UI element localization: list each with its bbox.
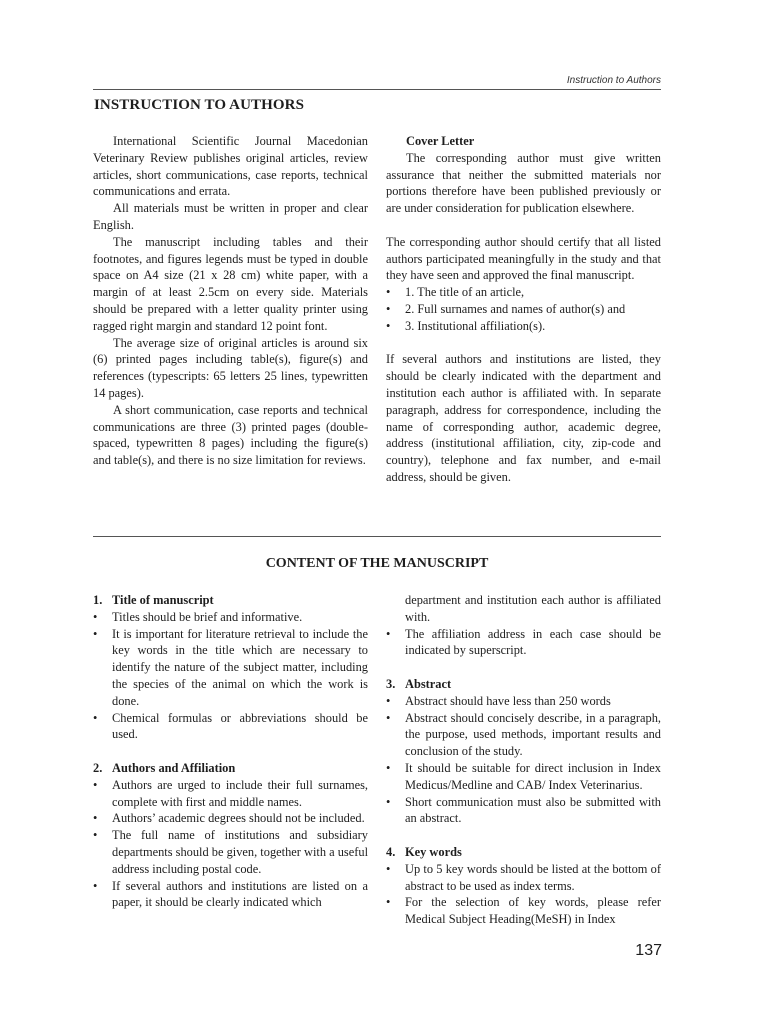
spacer [386,335,661,352]
intro-paragraph-1: International Scientific Journal Macedonian Veterinary Review publishes original articles, review articles, short communications, case reports, technical communications and errata. [93,134,368,199]
title-rules-list [93,609,368,743]
section-number: 3. [386,676,396,691]
section-number: 1. [93,593,103,607]
spacer [386,659,661,676]
authors-continuation: department and institution each author is affiliated with. [405,593,661,624]
cover-letter-paragraph-3: If several authors and institutions are listed, they should be clearly indicated with the department and institution each author is affiliated with. In separate paragraph, address for correspondence, including the name of corresponding author, academic degree, address (institutional affiliation, city, zip-code and country), telephone and fax number, and e-mail address, should be given. [386,352,661,484]
spacer [386,217,661,234]
list-item: • It is important for literature retrieval to include the key words in the title which are necessary to identify the nature of the subject matter, including the species of the animal on which the work is done. [93,626,368,710]
header-rule [93,89,661,90]
list-item: • 1. The title of an article, [386,284,661,301]
list-item: • It should be suitable for direct inclusion in Index Medicus/Medline and CAB/ Index Veterinarius. [386,760,661,794]
section-heading-text: Title of manuscript [112,593,214,607]
section-heading-text: Authors and Affiliation [112,760,236,775]
spacer [93,743,368,760]
list-item: • The affiliation address in each case should be indicated by superscript. [386,626,661,660]
list-item: • 2. Full surnames and names of author(s) and [386,301,661,318]
intro-paragraph-5: A short communication, case reports and technical communications are three (3) printed pages (double-spaced, typewritten 8 pages) including the figure(s) and table(s), and there is no size limitation for reviews. [93,402,368,468]
abstract-rules-list [386,693,661,827]
list-item: • If several authors and institutions are listed on a paper, it should be clearly indicated which [93,878,368,912]
section-heading-text: Key words [405,844,462,859]
list-item: • Authors are urged to include their full surnames, complete with first and middle names. [93,777,368,811]
list-item: • Chemical formulas or abbreviations should be used. [93,710,368,744]
section-heading-abstract [386,676,661,693]
cover-letter-paragraph-1: The corresponding author must give written assurance that neither the submitted materials nor portions therefore have been published previously or are under consideration for publication elsewhere. [386,150,661,216]
content-left-column [93,592,368,911]
content-right-column [386,592,661,928]
list-item: • Abstract should concisely describe, in a paragraph, the purpose, used methods, important results and conclusion of the study. [386,710,661,760]
intro-paragraph-3: The manuscript including tables and their footnotes, and figures legends must be typed in double space on A4 size (21 x 28 cm) white paper, with a margin of at least 2.5cm on every side. Materials should be prepared with a letter quality printer using ragged right margin and standard 12 point font. [93,234,368,333]
list-item: • Short communication must also be submitted with an abstract. [386,794,661,828]
list-item: • 3. Institutional affiliation(s). [386,318,661,335]
authors-rules-list-continued [386,626,661,660]
list-item: • Up to 5 key words should be listed at the bottom of abstract to be used as index terms. [386,861,661,895]
list-item: • For the selection of key words, please refer Medical Subject Heading(MeSH) in Index [386,894,661,928]
intro-paragraph-2: All materials must be written in proper and clear English. [93,201,368,232]
section-heading-text: Abstract [405,676,452,691]
cover-letter-paragraph-2: The corresponding author should certify that all listed authors participated meaningfully in the study and that they have seen and approved the final manuscript. [386,234,661,283]
cover-letter-heading: Cover Letter [406,134,475,148]
intro-column [93,133,368,469]
list-item: • Abstract should have less than 250 words [386,693,661,710]
section-heading-title [93,592,368,609]
section-number: 4. [386,844,396,859]
spacer [386,827,661,844]
authors-rules-list [93,777,368,911]
list-item: • The full name of institutions and subsidiary departments should be given, together with a useful address including postal code. [93,827,368,877]
content-section-title: CONTENT OF THE MANUSCRIPT [265,556,489,571]
intro-paragraph-4: The average size of original articles is around six (6) printed pages including table(s), figure(s) and references (typescripts: 65 letters 25 lines, typewritten 14 pages). [93,335,368,400]
running-header: Instruction to Authors [566,75,661,86]
list-item: • Titles should be brief and informative. [93,609,368,626]
cover-letter-column [386,133,661,486]
section-number: 2. [93,760,103,775]
section-divider [93,536,661,537]
section-heading-keywords [386,844,661,861]
page-title: INSTRUCTION TO AUTHORS [94,97,305,113]
page-number: 137 [635,942,662,959]
section-heading-authors [93,760,368,777]
list-item: • Authors’ academic degrees should not be included. [93,810,368,827]
keywords-rules-list [386,861,661,928]
cover-letter-list [386,284,661,334]
